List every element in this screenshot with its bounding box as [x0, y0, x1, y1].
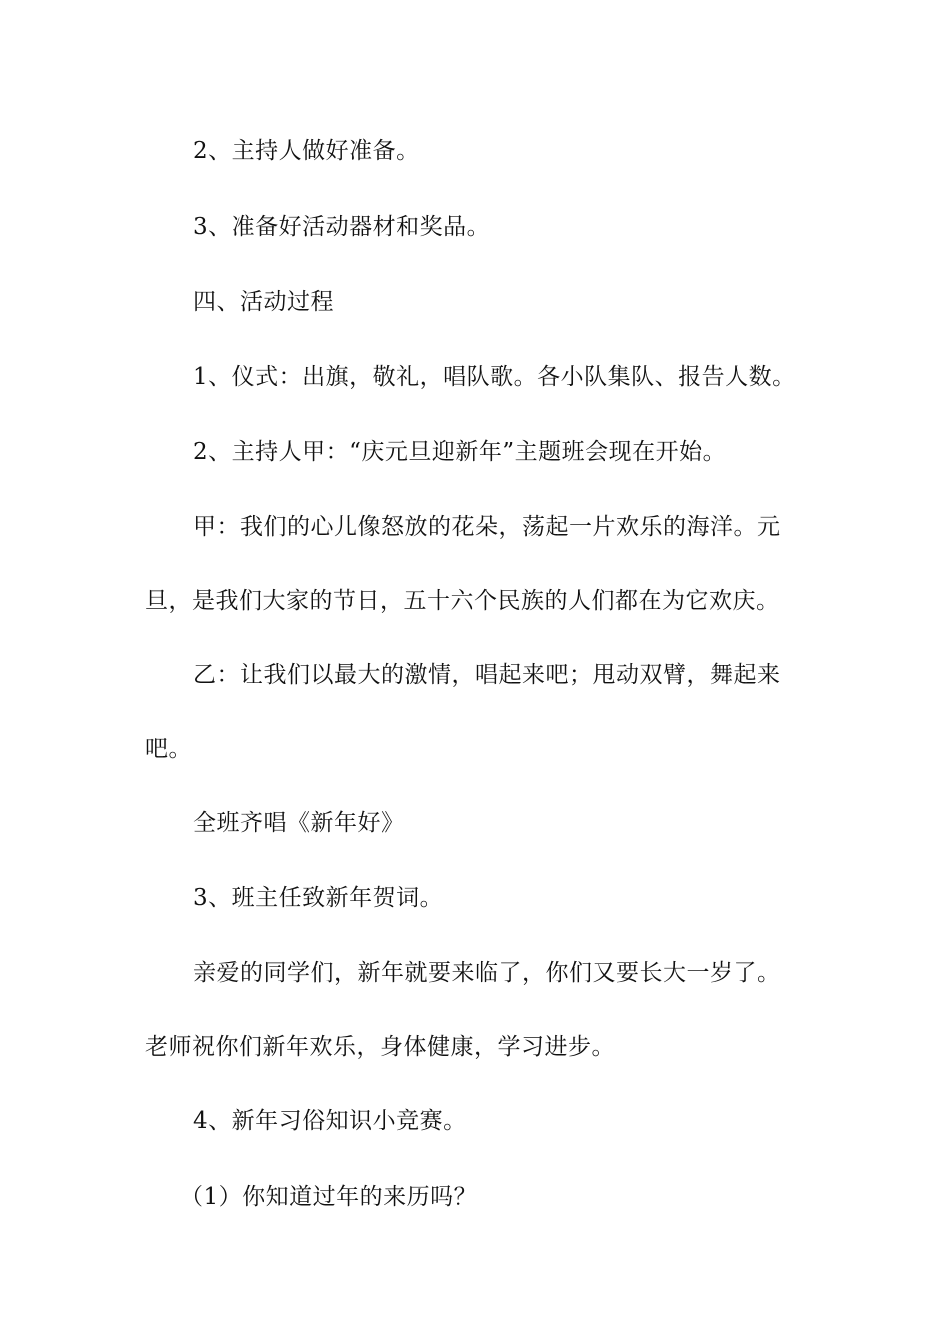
paragraph-greeting-line-2: 老师祝你们新年欢乐，身体健康，学习进步。 [145, 1034, 615, 1060]
item-quiz: 4、新年习俗知识小竞赛。 [193, 1108, 467, 1134]
paragraph-greeting-line-1: 亲爱的同学们，新年就要来临了，你们又要长大一岁了。 [193, 960, 781, 986]
paragraph-yi-line-2: 吧。 [145, 736, 192, 762]
item-equipment-prizes: 3、准备好活动器材和奖品。 [193, 214, 491, 240]
item-teacher-greeting: 3、班主任致新年贺词。 [193, 885, 444, 911]
item-class-song: 全班齐唱《新年好》 [193, 810, 405, 836]
item-host-preparation: 2、主持人做好准备。 [193, 138, 420, 164]
paragraph-jia-line-1: 甲：我们的心儿像怒放的花朵，荡起一片欢乐的海洋。元 [193, 514, 781, 540]
paragraph-yi-line-1: 乙：让我们以最大的激情，唱起来吧；甩动双臂，舞起来 [193, 662, 781, 688]
paragraph-jia-line-2: 旦，是我们大家的节日，五十六个民族的人们都在为它欢庆。 [145, 588, 780, 614]
item-host-opening: 2、主持人甲：“庆元旦迎新年”主题班会现在开始。 [193, 439, 727, 465]
quiz-question-1: （1）你知道过年的来历吗？ [180, 1184, 478, 1210]
item-ceremony: 1、仪式：出旗，敬礼，唱队歌。各小队集队、报告人数。 [193, 364, 796, 390]
section-heading-activity-process: 四、活动过程 [193, 289, 334, 315]
